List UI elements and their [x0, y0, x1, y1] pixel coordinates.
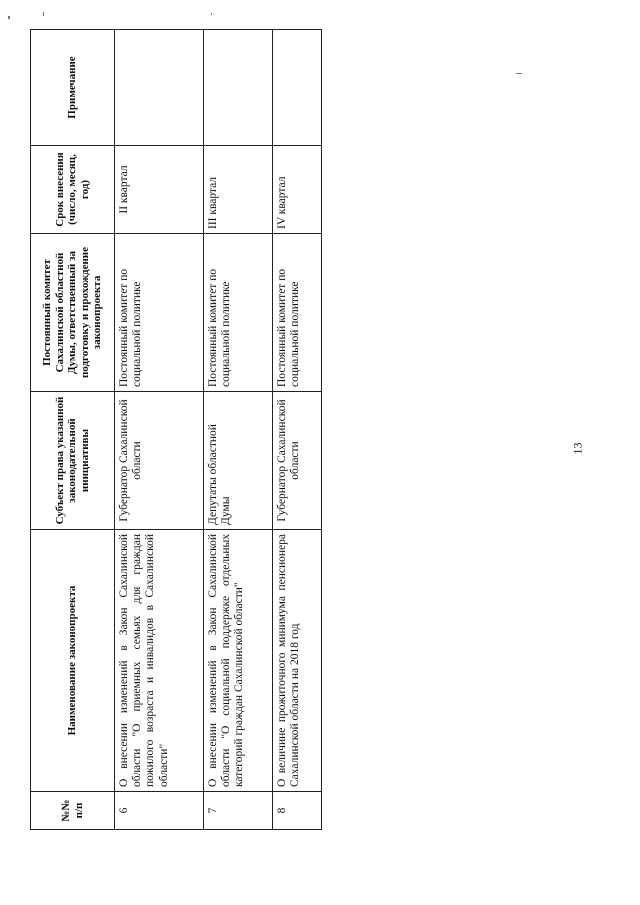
row-committee: Постоянный комитет по социальной политике: [203, 234, 272, 392]
header-name: Наименование законопроекта: [31, 530, 115, 792]
header-num: №№ п/п: [31, 792, 115, 830]
row-note: [272, 30, 321, 146]
row-bill-name: О внесении изменений в Закон Сахалинской области "О социальной поддержке отдельных категорий граждан Сахалинской области": [203, 530, 272, 792]
row-num: 6: [115, 792, 204, 830]
table-row: [203, 30, 272, 830]
row-term: IV квартал: [272, 146, 321, 234]
row-subject: Губернатор Сахалинской области: [272, 392, 321, 530]
table-row: [272, 30, 321, 830]
header-subject: Субъект права указанной законодательной инициативы: [31, 392, 115, 530]
row-bill-name: О внесении изменений в Закон Сахалинской области "О приемных семьях для граждан пожилого возраста и инвалидов в Сахалинской области": [115, 530, 204, 792]
table-header-row: [31, 30, 115, 830]
header-committee: Постоянный комитет Сахалинской областной Думы, ответственный за подготовку и прохождение законопроекта: [31, 234, 115, 392]
header-note: Примечание: [31, 30, 115, 146]
row-term: II квартал: [115, 146, 204, 234]
scan-speck: [516, 73, 522, 74]
row-bill-name: О величине прожиточного минимума пенсионера Сахалинской области на 2018 год: [272, 530, 321, 792]
row-committee: Постоянный комитет по социальной политике: [272, 234, 321, 392]
row-num: 7: [203, 792, 272, 830]
row-term: III квартал: [203, 146, 272, 234]
page-number: 13: [570, 442, 585, 455]
scan-speck: [8, 16, 10, 19]
row-committee: Постоянный комитет по социальной политике: [115, 234, 204, 392]
table-row: [115, 30, 204, 830]
scan-speck: [43, 12, 44, 16]
row-subject: Губернатор Сахалинской области: [115, 392, 204, 530]
rotated-table-container: [30, 30, 322, 830]
row-num: 8: [272, 792, 321, 830]
row-note: [203, 30, 272, 146]
scan-speck: [211, 13, 212, 15]
row-note: [115, 30, 204, 146]
header-term: Срок внесения (число, месяц, год): [31, 146, 115, 234]
row-subject: Депутаты областной Думы: [203, 392, 272, 530]
bill-plan-table: [30, 29, 322, 830]
